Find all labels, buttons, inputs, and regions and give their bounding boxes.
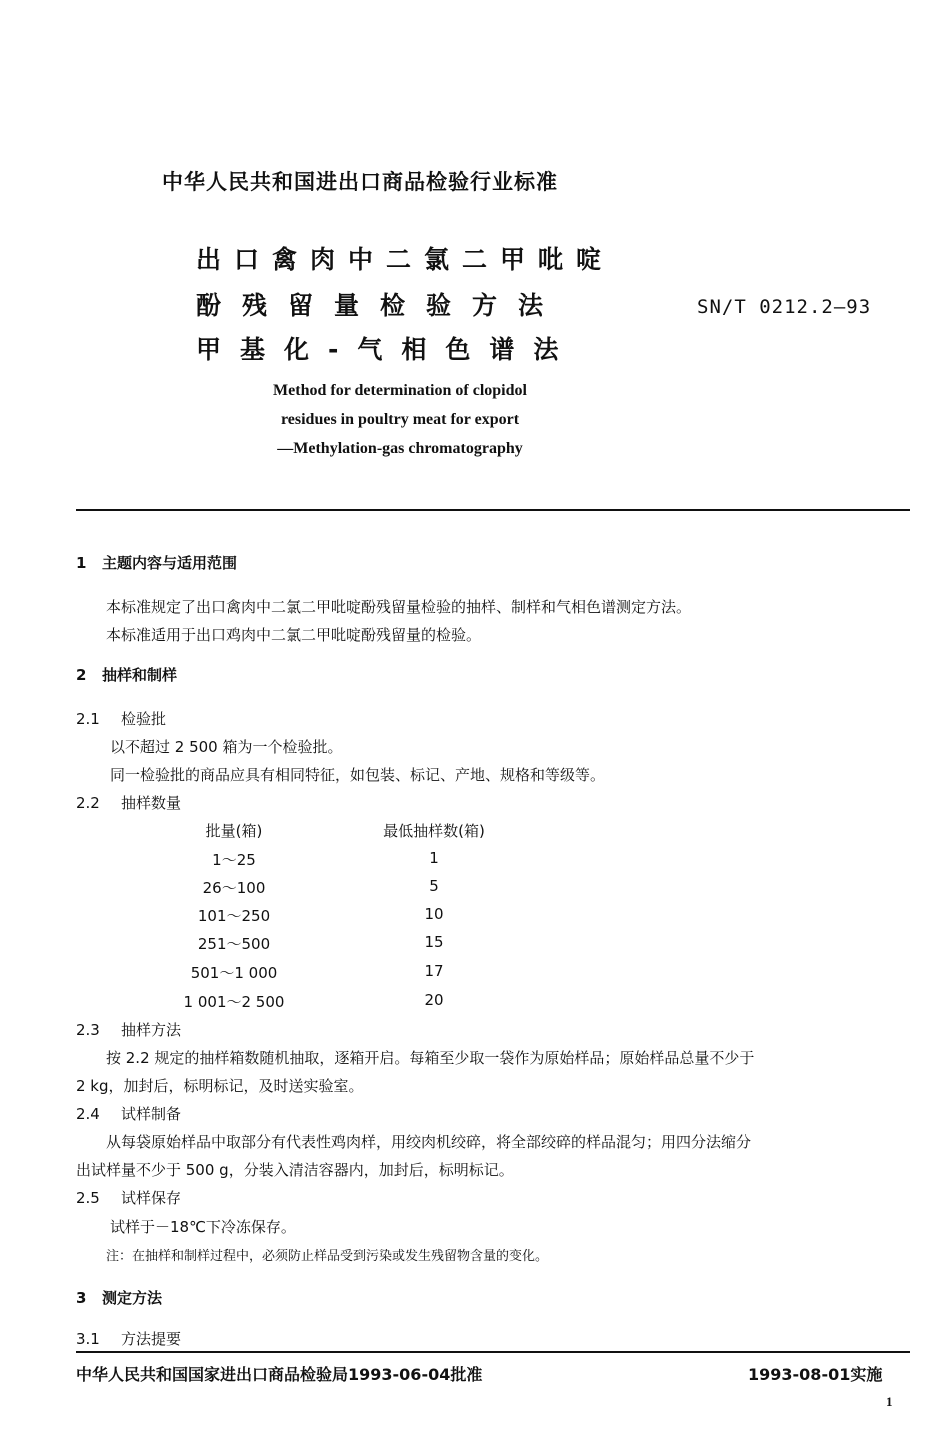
title-line-1: 出口禽肉中二氯二甲吡啶 bbox=[196, 245, 615, 274]
table-row-2-batch: 26～100 bbox=[202, 879, 266, 897]
section-3-1-title: 方法提要 bbox=[121, 1330, 182, 1348]
section-1-title: 主题内容与适用范围 bbox=[102, 554, 238, 572]
table-row-3-batch: 101～250 bbox=[197, 907, 271, 925]
section-3-heading bbox=[76, 1287, 162, 1308]
section-2-heading bbox=[76, 664, 177, 685]
page-number: 1 bbox=[886, 1394, 893, 1409]
section-2-5-line-1: 试样于－18℃下冷冻保存。 bbox=[110, 1218, 296, 1236]
section-2-5-heading bbox=[76, 1187, 181, 1208]
table-row-6-batch: 1 001～2 500 bbox=[183, 993, 285, 1011]
section-2-3-line-2: 2 kg，加封后，标明标记，及时送实验室。 bbox=[76, 1077, 364, 1095]
section-2-2-title: 抽样数量 bbox=[121, 794, 182, 812]
section-2-number: 2 bbox=[76, 666, 87, 684]
section-2-4-heading bbox=[76, 1103, 181, 1124]
section-1-number: 1 bbox=[76, 554, 87, 572]
section-2-5-note: 注：在抽样和制样过程中，必须防止样品受到污染或发生残留物含量的变化。 bbox=[106, 1249, 549, 1264]
section-2-4-number: 2.4 bbox=[76, 1105, 100, 1123]
section-3-1-heading bbox=[76, 1328, 181, 1349]
table-row-5-samples: 17 bbox=[424, 962, 444, 980]
table-header-batch: 批量(箱) bbox=[205, 822, 263, 840]
section-1-heading bbox=[76, 552, 237, 573]
english-title-line-2: residues in poultry meat for export bbox=[280, 411, 520, 428]
section-2-1-line-1: 以不超过 2 500 箱为一个检验批。 bbox=[110, 738, 343, 756]
table-row-1-batch: 1～25 bbox=[212, 851, 256, 869]
section-2-4-line-1: 从每袋原始样品中取部分有代表性鸡肉样，用绞肉机绞碎，将全部绞碎的样品混匀；用四分法缩分 bbox=[106, 1133, 752, 1151]
english-title-line-3: —Methylation-gas chromatography bbox=[277, 440, 523, 457]
table-row-4-batch: 251～500 bbox=[197, 935, 271, 953]
standard-name: 中华人民共和国进出口商品检验行业标准 bbox=[162, 170, 558, 194]
table-row-1-samples: 1 bbox=[429, 849, 439, 867]
section-2-title: 抽样和制样 bbox=[102, 666, 178, 684]
table-row-4-samples: 15 bbox=[424, 933, 444, 951]
title-line-2: 酚残留量检验方法 bbox=[196, 291, 565, 320]
section-2-3-number: 2.3 bbox=[76, 1021, 100, 1039]
title-line-3: 甲基化-气相色谱法 bbox=[196, 335, 578, 364]
table-header-min-samples: 最低抽样数(箱) bbox=[383, 822, 485, 840]
section-1-para-2: 本标准适用于出口鸡肉中二氯二甲吡啶酚残留量的检验。 bbox=[106, 626, 482, 644]
header-divider bbox=[76, 509, 910, 511]
footer-divider bbox=[76, 1351, 910, 1353]
table-row-6-samples: 20 bbox=[424, 991, 444, 1009]
english-title-line-1: Method for determination of clopidol bbox=[273, 382, 527, 399]
section-2-1-title: 检验批 bbox=[121, 710, 167, 728]
approval-line: 中华人民共和国国家进出口商品检验局1993-06-04批准 bbox=[76, 1365, 483, 1384]
section-3-number: 3 bbox=[76, 1289, 87, 1307]
section-2-4-title: 试样制备 bbox=[121, 1105, 182, 1123]
section-2-5-title: 试样保存 bbox=[121, 1189, 182, 1207]
section-1-para-1: 本标准规定了出口禽肉中二氯二甲吡啶酚残留量检验的抽样、制样和气相色谱测定方法。 bbox=[106, 598, 692, 616]
section-3-1-number: 3.1 bbox=[76, 1330, 100, 1348]
section-2-3-title: 抽样方法 bbox=[121, 1021, 182, 1039]
section-3-title: 测定方法 bbox=[102, 1289, 163, 1307]
table-row-2-samples: 5 bbox=[429, 877, 439, 895]
section-2-2-number: 2.2 bbox=[76, 794, 100, 812]
table-row-5-batch: 501～1 000 bbox=[190, 964, 278, 982]
table-row-3-samples: 10 bbox=[424, 905, 444, 923]
section-2-4-line-2: 出试样量不少于 500 g，分装入清洁容器内，加封后，标明标记。 bbox=[76, 1161, 514, 1179]
section-2-5-number: 2.5 bbox=[76, 1189, 100, 1207]
section-2-2-heading bbox=[76, 792, 181, 813]
effective-date: 1993-08-01实施 bbox=[748, 1365, 883, 1384]
section-2-3-heading bbox=[76, 1019, 181, 1040]
section-2-1-line-2: 同一检验批的商品应具有相同特征，如包装、标记、产地、规格和等级等。 bbox=[110, 766, 606, 784]
section-2-1-number: 2.1 bbox=[76, 710, 100, 728]
standard-code: SN/T 0212.2—93 bbox=[697, 296, 872, 318]
section-2-1-heading bbox=[76, 708, 166, 729]
section-2-3-line-1: 按 2.2 规定的抽样箱数随机抽取，逐箱开启。每箱至少取一袋作为原始样品；原始样品总量不少于 bbox=[106, 1049, 755, 1067]
